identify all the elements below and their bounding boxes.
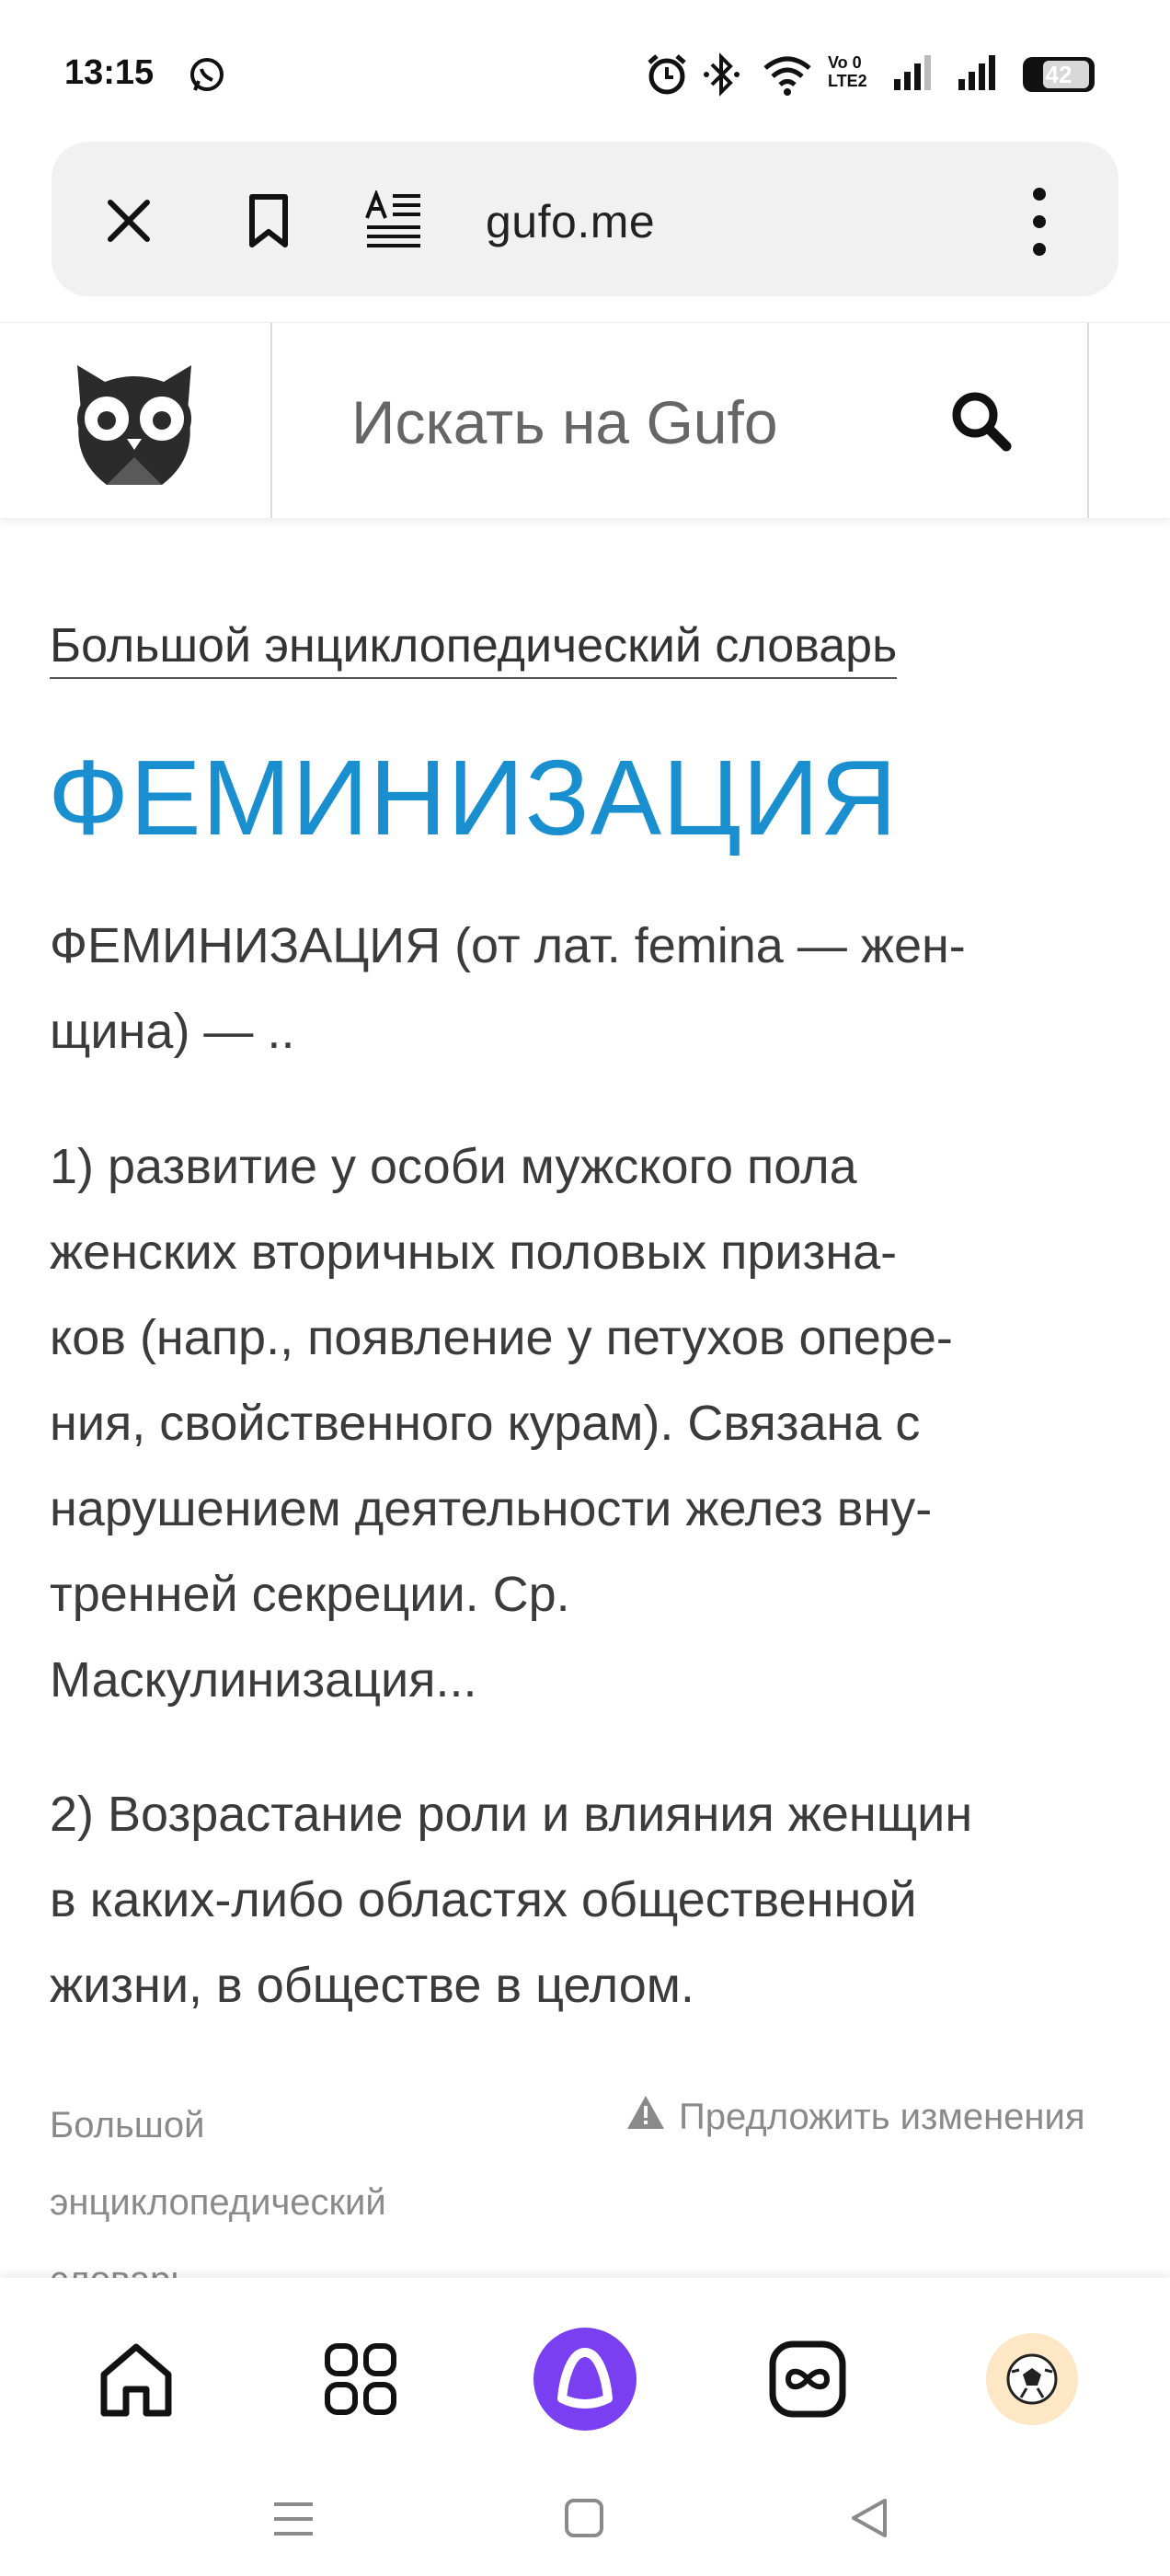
source-line: энциклопедический [50, 2182, 386, 2223]
avatar [984, 2331, 1080, 2427]
search-input[interactable] [350, 371, 832, 474]
more-vert-icon[interactable] [1012, 180, 1067, 263]
profile-button[interactable] [968, 2315, 1096, 2444]
intro-line: щина) — .. [50, 1004, 295, 1059]
alice-icon [531, 2325, 639, 2433]
article-paragraph-2 [50, 1772, 1126, 2029]
url-text[interactable]: gufo.me [486, 196, 656, 247]
status-time: 13:15 [64, 53, 155, 92]
tabs-button[interactable] [296, 2315, 425, 2444]
home-icon [95, 2338, 178, 2421]
paragraph-line: Маскулинизация... [50, 1652, 477, 1708]
paragraph-line: 1) развитие у особи мужского пола [50, 1139, 857, 1194]
article-intro [50, 903, 1126, 1075]
site-logo[interactable] [0, 323, 272, 518]
paragraph-line: нарушением деятельности желез вну- [50, 1481, 933, 1536]
paragraph-line: ния, свойственного курам). Связана с [50, 1396, 921, 1451]
home-button[interactable] [72, 2315, 201, 2444]
menu-icon[interactable] [272, 2499, 315, 2544]
reader-mode-icon[interactable] [355, 182, 432, 259]
suggest-edit-label: Предложить изменения [679, 2096, 1085, 2137]
home-square-icon[interactable] [563, 2497, 605, 2544]
battery-icon [1023, 57, 1095, 92]
grid-icon [324, 2342, 397, 2416]
page-title: ФЕМИНИЗАЦИЯ [48, 738, 899, 857]
intro-line: ФЕМИНИЗАЦИЯ (от лат. femina — жен- [50, 918, 966, 973]
whatsapp-icon [188, 55, 226, 98]
system-navigation [0, 2480, 1170, 2572]
source-line: Большой [50, 2105, 205, 2145]
owl-logo-icon[interactable] [61, 347, 208, 499]
wifi-icon [762, 52, 813, 102]
signal-icon [892, 52, 935, 98]
network-type [828, 53, 867, 90]
back-icon[interactable] [846, 2495, 890, 2546]
alarm-icon [644, 52, 690, 102]
paragraph-line: ков (напр., появление у петухов опере- [50, 1310, 953, 1365]
paragraph-line: 2) Возрастание роли и влияния женщин [50, 1787, 973, 1842]
alice-assistant-button[interactable] [521, 2315, 649, 2444]
paragraph-line: в каких-либо областях общественной [50, 1872, 917, 1927]
site-search-box [272, 323, 1089, 518]
paragraph-line: жизни, в обществе в целом. [50, 1958, 694, 2013]
paragraph-line: тренней секреции. Ср. [50, 1567, 570, 1622]
infinity-square-icon [768, 2340, 847, 2419]
site-header [0, 322, 1170, 518]
warning-icon [625, 2094, 666, 2140]
search-icon[interactable] [947, 387, 1014, 458]
close-icon[interactable] [92, 184, 166, 258]
bottom-navigation [0, 2278, 1170, 2576]
battery-level: 42 [1045, 60, 1072, 88]
signal-icon [957, 52, 999, 98]
bookmark-icon[interactable] [232, 184, 305, 258]
article-paragraph-1 [50, 1124, 1126, 1723]
bluetooth-icon [703, 52, 743, 102]
dictionary-link[interactable]: Большой энциклопедический словарь [50, 618, 897, 679]
network-label-bottom: LTE2 [828, 72, 867, 90]
services-button[interactable] [743, 2315, 872, 2444]
paragraph-line: женских вторичных половых призна- [50, 1225, 898, 1280]
suggest-edit-link[interactable] [625, 2094, 1085, 2140]
status-bar [0, 0, 1170, 138]
network-label-top: Vo 0 [828, 53, 862, 72]
